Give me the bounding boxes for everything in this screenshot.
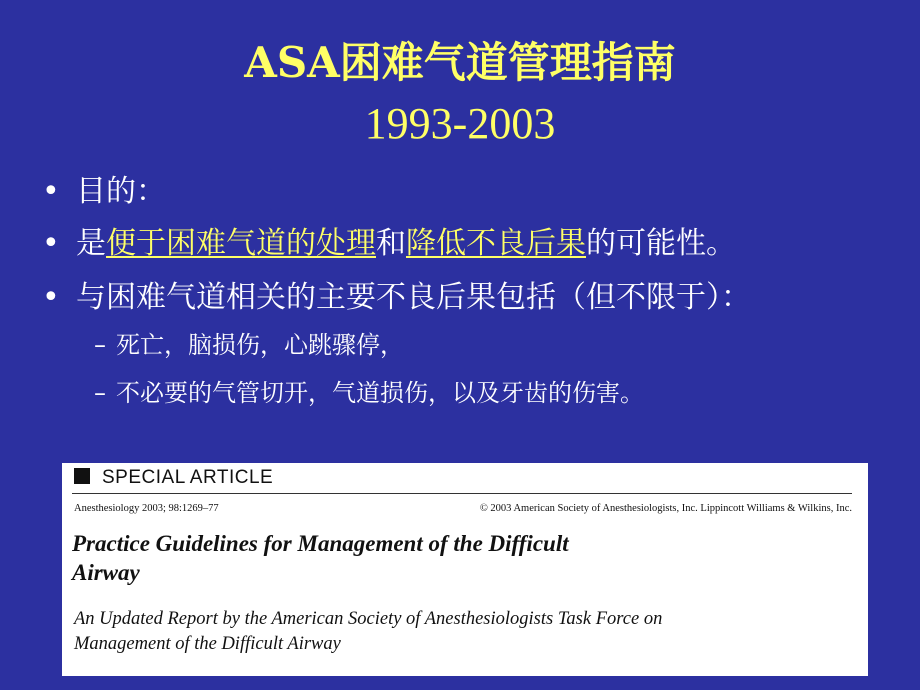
link-difficult-airway-handling[interactable]: 便于困难气道的处理	[106, 226, 376, 261]
article-section-header	[74, 467, 273, 489]
sub-bullet-death	[94, 328, 404, 362]
article-title-line1: Practice Guidelines for Management of the Difficult	[72, 531, 569, 556]
bullet-dot-icon: •	[42, 226, 60, 261]
sub-bullet-tracheotomy-text: 不必要的气管切开，气道损伤，以及牙齿的伤害。	[116, 379, 644, 407]
article-subtitle-line1: An Updated Report by the American Society of Anesthesiologists Task Force on	[74, 609, 663, 629]
sub-bullet-tracheotomy	[94, 376, 644, 410]
article-section-label: SPECIAL ARTICLE	[102, 467, 274, 488]
article-subtitle	[74, 607, 854, 657]
bullet-adverse-outcomes	[42, 278, 751, 318]
article-title-line2: Airway	[72, 560, 140, 585]
article-divider	[72, 493, 852, 494]
sub-bullet-death-text: 死亡，脑损伤，心跳骤停，	[116, 331, 404, 359]
square-marker-icon	[74, 468, 90, 484]
slide-title: ASA困难气道管理指南	[244, 38, 676, 87]
bullet-purpose-text: 目的：	[76, 174, 166, 209]
bullet-goal-middle: 和	[376, 226, 406, 261]
bullet-dot-icon: •	[42, 280, 60, 315]
article-excerpt-image	[62, 463, 868, 676]
slide-subtitle-years: 1993-2003	[364, 99, 556, 148]
dash-icon: –	[94, 331, 106, 359]
bullet-adverse-outcomes-text: 与困难气道相关的主要不良后果包括（但不限于）：	[76, 280, 751, 315]
article-title	[72, 529, 852, 587]
bullet-goal	[42, 224, 736, 264]
dash-icon: –	[94, 379, 106, 407]
link-reduce-adverse-outcomes[interactable]: 降低不良后果	[406, 226, 586, 261]
article-subtitle-line2: Management of the Difficult Airway	[74, 634, 341, 654]
article-journal-ref: Anesthesiology 2003; 98:1269–77	[74, 503, 219, 514]
bullet-purpose	[42, 172, 166, 212]
bullet-goal-prefix: 是	[76, 226, 106, 261]
bullet-dot-icon: •	[42, 174, 60, 209]
article-copyright: © 2003 American Society of Anesthesiologists, Inc. Lippincott Williams & Wilkins, Inc.	[479, 503, 852, 514]
bullet-goal-suffix: 的可能性。	[586, 226, 736, 261]
